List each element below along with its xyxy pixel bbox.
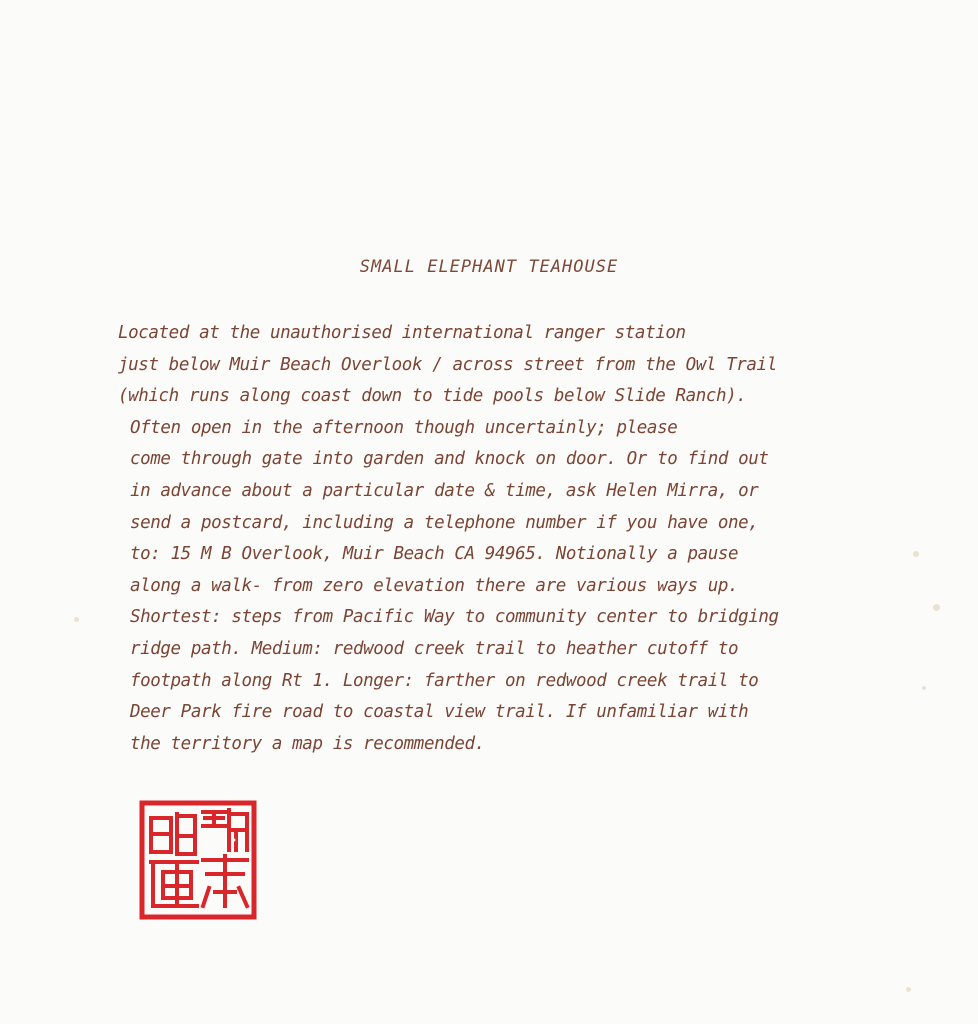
paper-speck xyxy=(922,686,926,690)
body-line: just below Muir Beach Overlook / across street from the Owl Trail xyxy=(118,354,777,375)
body-line: Deer Park fire road to coastal view trail. If unfamiliar with xyxy=(130,702,749,723)
body-line: in advance about a particular date & time, ask Helen Mirra, or xyxy=(130,480,759,501)
seal-stamp-icon xyxy=(139,800,257,920)
body-line: the territory a map is recommended. xyxy=(130,733,485,754)
body-line: ridge path. Medium: redwood creek trail to heather cutoff to xyxy=(130,638,739,659)
body-line: Located at the unauthorised international ranger station xyxy=(118,323,686,343)
document-body xyxy=(118,318,878,760)
body-line: along a walk- from zero elevation there are various ways up. xyxy=(130,575,739,596)
body-line: Shortest: steps from Pacific Way to community center to bridging xyxy=(130,607,779,628)
paper-speck xyxy=(906,987,911,992)
body-line: Often open in the afternoon though uncertainly; please xyxy=(130,417,678,438)
body-line: come through gate into garden and knock on door. Or to find out xyxy=(130,449,769,470)
paper-speck xyxy=(74,617,79,622)
paper-speck xyxy=(933,604,940,611)
body-line: send a postcard, including a telephone number if you have one, xyxy=(130,512,759,533)
body-line: to: 15 M B Overlook, Muir Beach CA 94965. Notionally a pause xyxy=(130,544,739,565)
body-line: footpath along Rt 1. Longer: farther on redwood creek trail to xyxy=(130,670,759,691)
body-line: (which runs along coast down to tide pools below Slide Ranch). xyxy=(118,386,747,407)
paper-speck xyxy=(913,551,919,557)
document-title: SMALL ELEPHANT TEAHOUSE xyxy=(359,257,619,277)
